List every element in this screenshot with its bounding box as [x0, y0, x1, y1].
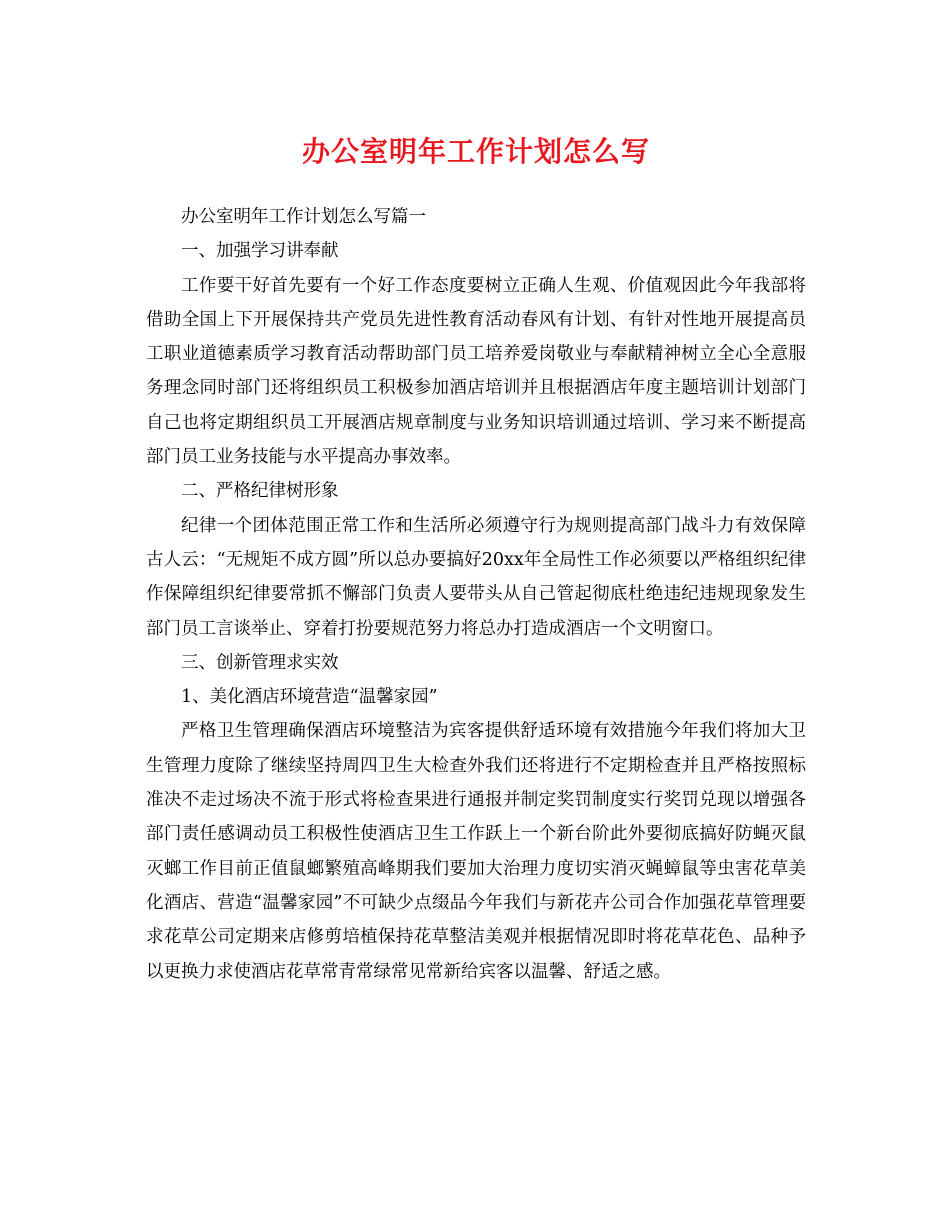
- section-heading: 三、创新管理求实效: [181, 652, 339, 673]
- section-heading: 办公室明年工作计划怎么写篇一: [181, 207, 426, 227]
- document-body: [146, 200, 806, 989]
- sub-heading: 1、美化酒店环境营造“温馨家园”: [181, 687, 438, 708]
- body-paragraph: 严格卫生管理确保酒店环境整洁为宾客提供舒适环境有效措施今年我们将加大卫生管理力度除了继续坚持周四卫生大检查外我们还将进行不定期检查并且严格按照标准决不走过场决不流于形式将检查果进行通报并制定奖罚制度实行奖罚兑现以增强各部门责任感调动员工积极性使酒店卫生工作跃上一个新台阶此外要彻底搞好防蝇灭鼠灭螂工作目前正值鼠螂繁殖高峰期我们要加大治理力度切实消灭蝇蟑鼠等虫害花草美化酒店、营造“温馨家园”不可缺少点缀品今年我们与新花卉公司合作加强花草管理要求花草公司定期来店修剪培植保持花草整洁美观并根据情况即时将花草花色、品种予以更换力求使酒店花草常青常绿常见常新给宾客以温馨、舒适之感。: [146, 721, 806, 982]
- section-heading: 二、严格纪律树形象: [181, 481, 339, 502]
- body-paragraph: 纪律一个团体范围正常工作和生活所必须遵守行为规则提高部门战斗力有效保障古人云：“无规矩不成方圆”所以总办要搞好20xx年全局性工作必须要以严格组织纪律作保障组织纪律要常抓不懈部门负责人要带头从自己管起彻底杜绝违纪违规现象发生部门员工言谈举止、穿着打扮要规范努力将总办打造成酒店一个文明窗口。: [146, 515, 806, 639]
- section-heading: 一、加强学习讲奉献: [181, 241, 339, 262]
- body-paragraph: 工作要干好首先要有一个好工作态度要树立正确人生观、价值观因此今年我部将借助全国上下开展保持共产党员先进性教育活动春风有计划、有针对性地开展提高员工职业道德素质学习教育活动帮助部门员工培养爱岗敬业与奉献精神树立全心全意服务理念同时部门还将组织员工积极参加酒店培训并且根据酒店年度主题培训计划部门自己也将定期组织员工开展酒店规章制度与业务知识培训通过培训、学习来不断提高部门员工业务技能与水平提高办事效率。: [146, 275, 806, 468]
- document-title: 办公室明年工作计划怎么写: [301, 135, 650, 168]
